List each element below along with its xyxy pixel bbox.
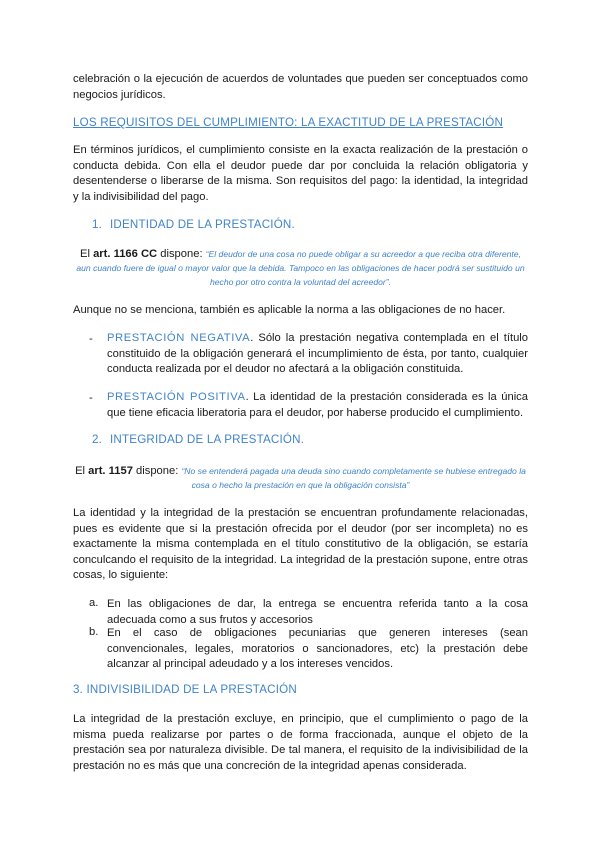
list-1-item-2-text: . La identidad de la prestación considerada es la única que tiene eficacia liberatoria para el deudor, por haberse producido el cumplimiento. (107, 391, 528, 419)
list-2-item-a-marker: a. (89, 597, 99, 609)
list-1-item-2 (107, 390, 528, 421)
quote-2-article: art. 1157 (88, 465, 133, 477)
quote-2-pre: El (75, 465, 89, 477)
paragraph-indivisibilidad: La integridad de la prestación excluye, en principio, que el cumplimiento o pago de la misma pueda realizarse por partes o de forma fraccionada, aunque el objeto de la prestación sea por naturaleza divisible. De tal manera, el requisito de la indivisibilidad de la prestación no es más que una concreción de la integridad apenas considerada. (73, 713, 528, 772)
quote-art-1166 (73, 247, 528, 289)
quote-1-pre: El (80, 248, 94, 260)
paragraph-cumplimiento: En términos jurídicos, el cumplimiento consiste en la exacta realización de la prestación o conducta debida. Con ella el deudor puede dar por concluida la relación obligatoria y desentenderse o liberarse de la misma. Son requisitos del pago: la identidad, la integridad y la indivisibilidad del pago. (73, 144, 528, 203)
section-1-number: 1. (92, 218, 103, 231)
list-2-item-b-marker: b. (89, 626, 99, 638)
list-1-item-1-highlight: PRESTACIÓN NEGATIVA (107, 332, 251, 344)
quote-2-text: “No se entenderá pagada una deuda sino cuando completamente se hubiese entregado la cosa o hecho la prestación en que la obligación consista” (181, 466, 526, 490)
section-2-title: INTEGRIDAD DE LA PRESTACIÓN. (110, 433, 305, 446)
main-heading: LOS REQUISITOS DEL CUMPLIMIENTO: LA EXACTITUD DE LA PRESTACIÓN (73, 116, 504, 129)
quote-art-1157 (73, 464, 528, 492)
list-1-item-1-marker: - (89, 333, 93, 345)
list-1-item-2-marker: - (89, 392, 93, 404)
quote-1-text: “El deudor de una cosa no puede obligar a su acreedor a que reciba otra diferente, aun cuando fuere de igual o mayor valor que la debida. Tampoco en las obligaciones de hacer podrá ser sustituido un hecho por otro contra la voluntad del acreedor”. (76, 249, 525, 287)
list-1-item-2-highlight: PRESTACIÓN POSITIVA (107, 391, 246, 403)
list-1-item-1-text: . Sólo la prestación negativa contemplada en el título constituido de la obligación generará el incumplimiento de ésta, por tanto, cualquier conducta realizada por el deudor no afectará a la obligación constituida. (107, 332, 528, 376)
list-2-item-b: En el caso de obligaciones pecuniarias que generen intereses (sean convencionales, legales, moratorios o sancionadores, etc) la prestación debe alcanzar al principal adeudado y a los intereses vencidos. (107, 627, 528, 671)
quote-1-mid: dispone: (157, 248, 206, 260)
paragraph-integridad: La identidad y la integridad de la prestación se encuentran profundamente relacionadas, pues es evidente que si la prestación ofrecida por el deudor (por ser incompleta) no es exactamente la misma contemplada en el título constitutivo de la obligación, se estaría conculcando el requisito de la integridad. La integridad de la prestación supone, entre otras cosas, lo siguiente: (73, 507, 528, 582)
list-2-item-a: En las obligaciones de dar, la entrega se encuentra referida tanto a la cosa adecuada como a sus frutos y accesorios (107, 598, 528, 626)
section-2-number: 2. (92, 433, 103, 446)
section-1-title: IDENTIDAD DE LA PRESTACIÓN. (110, 218, 295, 231)
quote-1-article: art. 1166 CC (93, 248, 158, 260)
paragraph-no-hacer: Aunque no se menciona, también es aplicable la norma a las obligaciones de no hacer. (73, 304, 506, 316)
intro-paragraph: celebración o la ejecución de acuerdos de voluntades que pueden ser conceptuados como negocios jurídicos. (73, 73, 528, 101)
quote-2-mid: dispone: (132, 465, 182, 477)
section-3-heading: 3. INDIVISIBILIDAD DE LA PRESTACIÓN (73, 683, 297, 696)
list-1-item-1 (107, 331, 528, 378)
